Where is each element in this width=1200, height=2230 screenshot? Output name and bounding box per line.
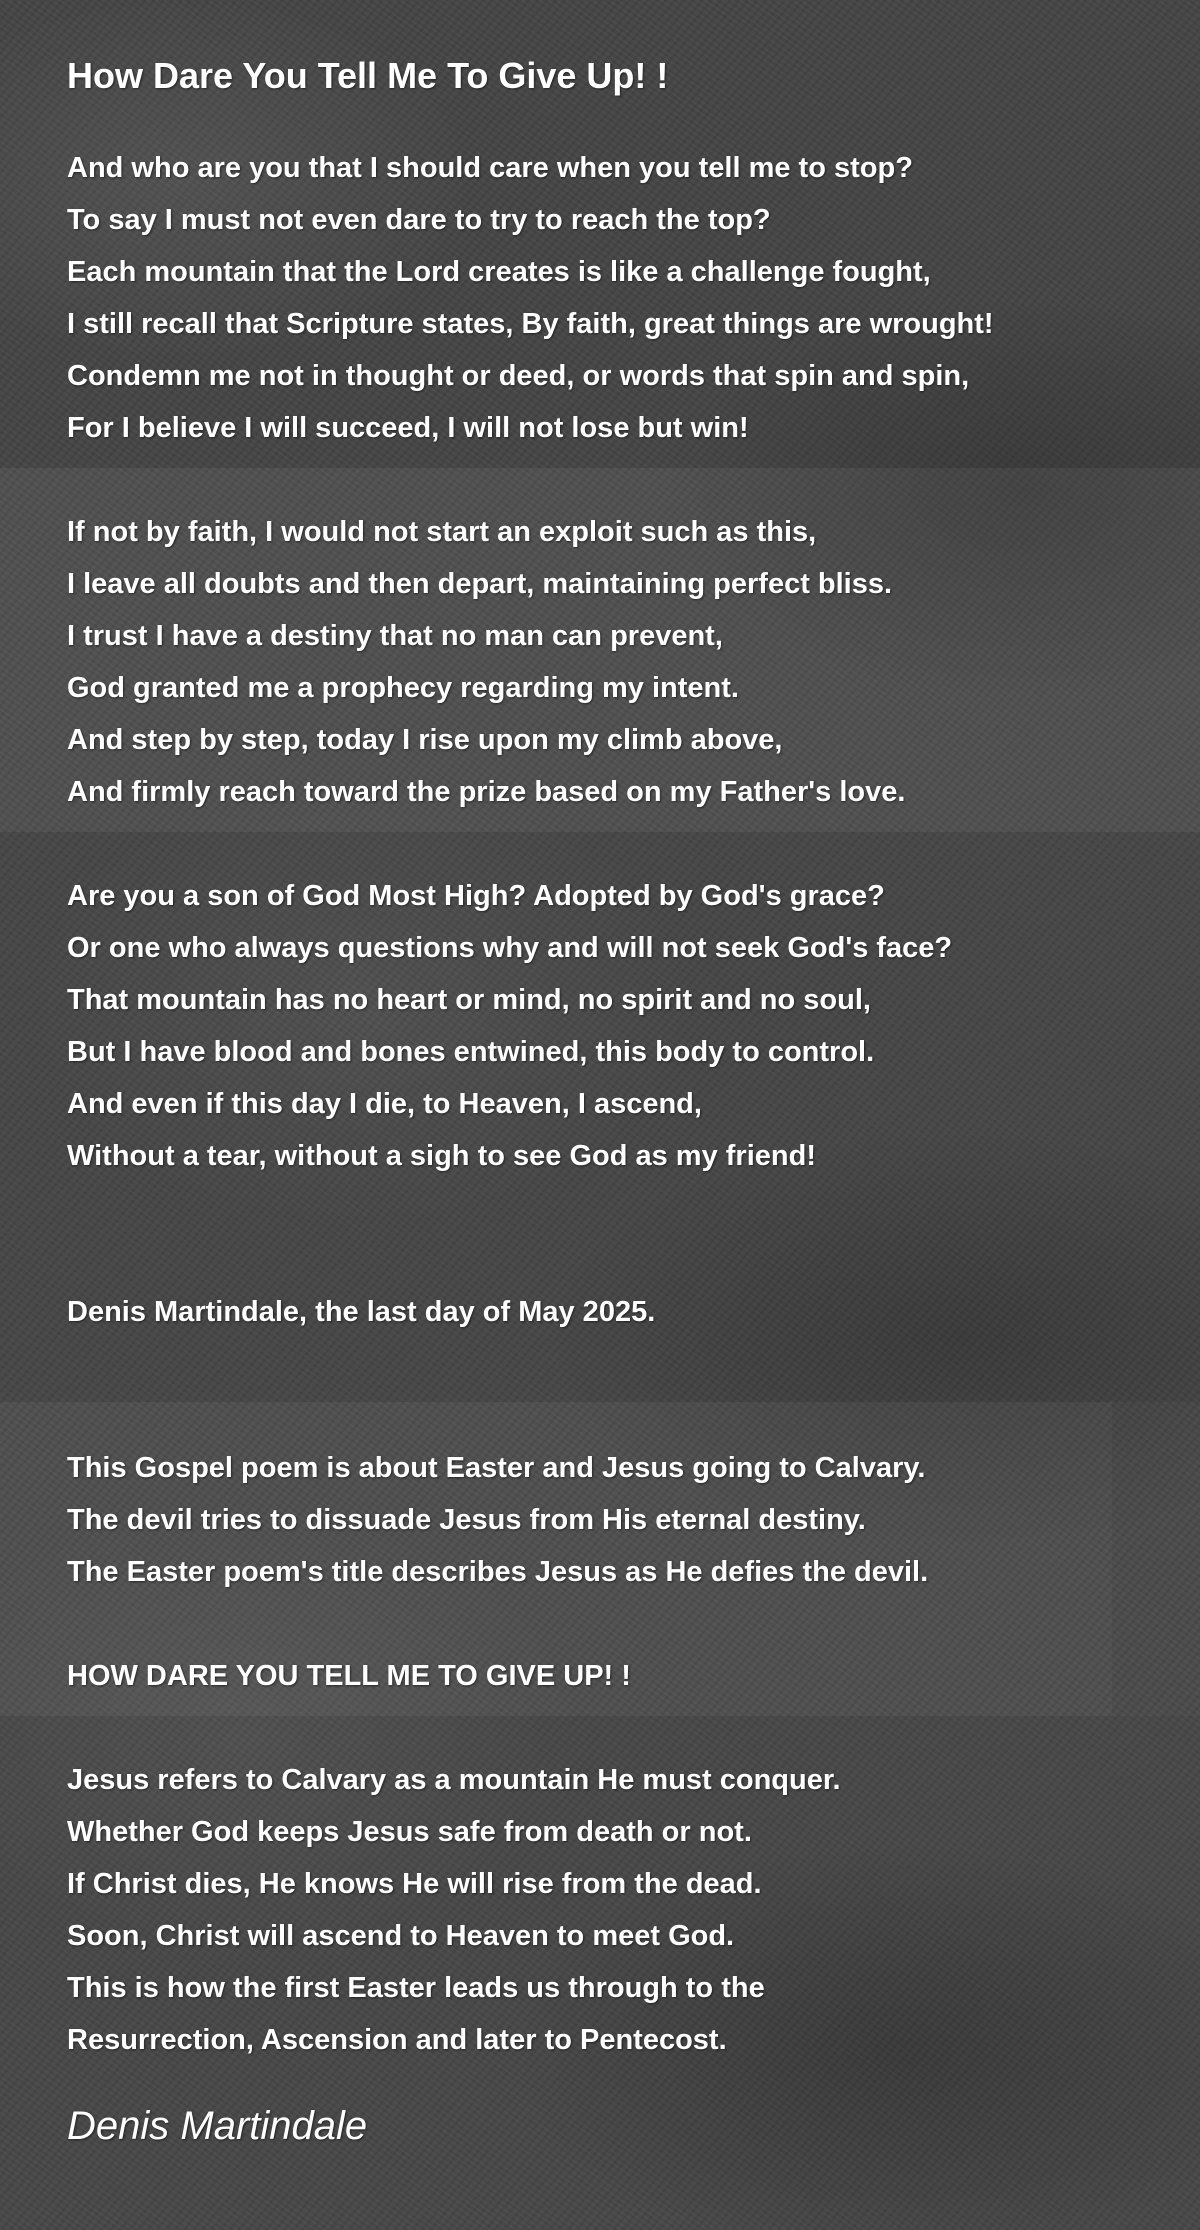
poem-line: Are you a son of God Most High? Adopted by God's grace? (67, 880, 885, 912)
poem-line: And even if this day I die, to Heaven, I ascend, (67, 1088, 702, 1120)
note-line: The devil tries to dissuade Jesus from His eternal destiny. (67, 1504, 866, 1536)
note-line: Jesus refers to Calvary as a mountain He must conquer. (67, 1764, 841, 1796)
note-line: If Christ dies, He knows He will rise from the dead. (67, 1868, 762, 1900)
poem-line: That mountain has no heart or mind, no spirit and no soul, (67, 984, 871, 1016)
poem-line: And who are you that I should care when you tell me to stop? (67, 152, 913, 184)
poem-notes-intro (67, 1442, 1157, 1598)
poem-line: I still recall that Scripture states, By faith, great things are wrought! (67, 308, 994, 340)
note-line: Whether God keeps Jesus safe from death or not. (67, 1816, 752, 1848)
author-signature: Denis Martindale (67, 2104, 368, 2148)
note-line: This is how the first Easter leads us through to the (67, 1972, 765, 2004)
stanza-spacer (67, 454, 1157, 506)
poem-line: God granted me a prophecy regarding my intent. (67, 672, 739, 704)
poem-line: Condemn me not in thought or deed, or words that spin and spin, (67, 360, 970, 392)
notes-caps-title: HOW DARE YOU TELL ME TO GIVE UP! ! (67, 1660, 631, 1692)
poem-line: Without a tear, without a sigh to see God as my friend! (67, 1140, 816, 1172)
poem-line: But I have blood and bones entwined, this body to control. (67, 1036, 875, 1068)
note-line: Soon, Christ will ascend to Heaven to meet God. (67, 1920, 735, 1952)
poem-title: How Dare You Tell Me To Give Up! ! (67, 55, 669, 96)
poem-notes-outro (67, 1754, 1157, 2066)
poem-line: To say I must not even dare to try to reach the top? (67, 204, 771, 236)
dateline: Denis Martindale, the last day of May 2025. (67, 1296, 656, 1328)
poem-line: And step by step, today I rise upon my climb above, (67, 724, 783, 756)
poem-line: For I believe I will succeed, I will not lose but win! (67, 412, 749, 444)
poem-line: Or one who always questions why and will not seek God's face? (67, 932, 953, 964)
poem-line: If not by faith, I would not start an exploit such as this, (67, 516, 817, 548)
stanza-3 (67, 870, 1157, 1182)
poem-line: I leave all doubts and then depart, maintaining perfect bliss. (67, 568, 893, 600)
note-line: Resurrection, Ascension and later to Pentecost. (67, 2024, 727, 2056)
stanza-spacer (67, 1702, 1157, 1754)
stanza-spacer (67, 1598, 1157, 1650)
poem-line: And firmly reach toward the prize based on my Father's love. (67, 776, 906, 808)
poem-line: Each mountain that the Lord creates is like a challenge fought, (67, 256, 931, 288)
stanza-spacer (67, 1338, 1157, 1442)
stanza-spacer (67, 1182, 1157, 1286)
poem-line: I trust I have a destiny that no man can prevent, (67, 620, 723, 652)
stanza-spacer (67, 818, 1157, 870)
note-line: This Gospel poem is about Easter and Jesus going to Calvary. (67, 1452, 926, 1484)
stanza-1 (67, 142, 1157, 454)
poem-container (67, 48, 1157, 2154)
stanza-2 (67, 506, 1157, 818)
note-line: The Easter poem's title describes Jesus as He defies the devil. (67, 1556, 929, 1588)
